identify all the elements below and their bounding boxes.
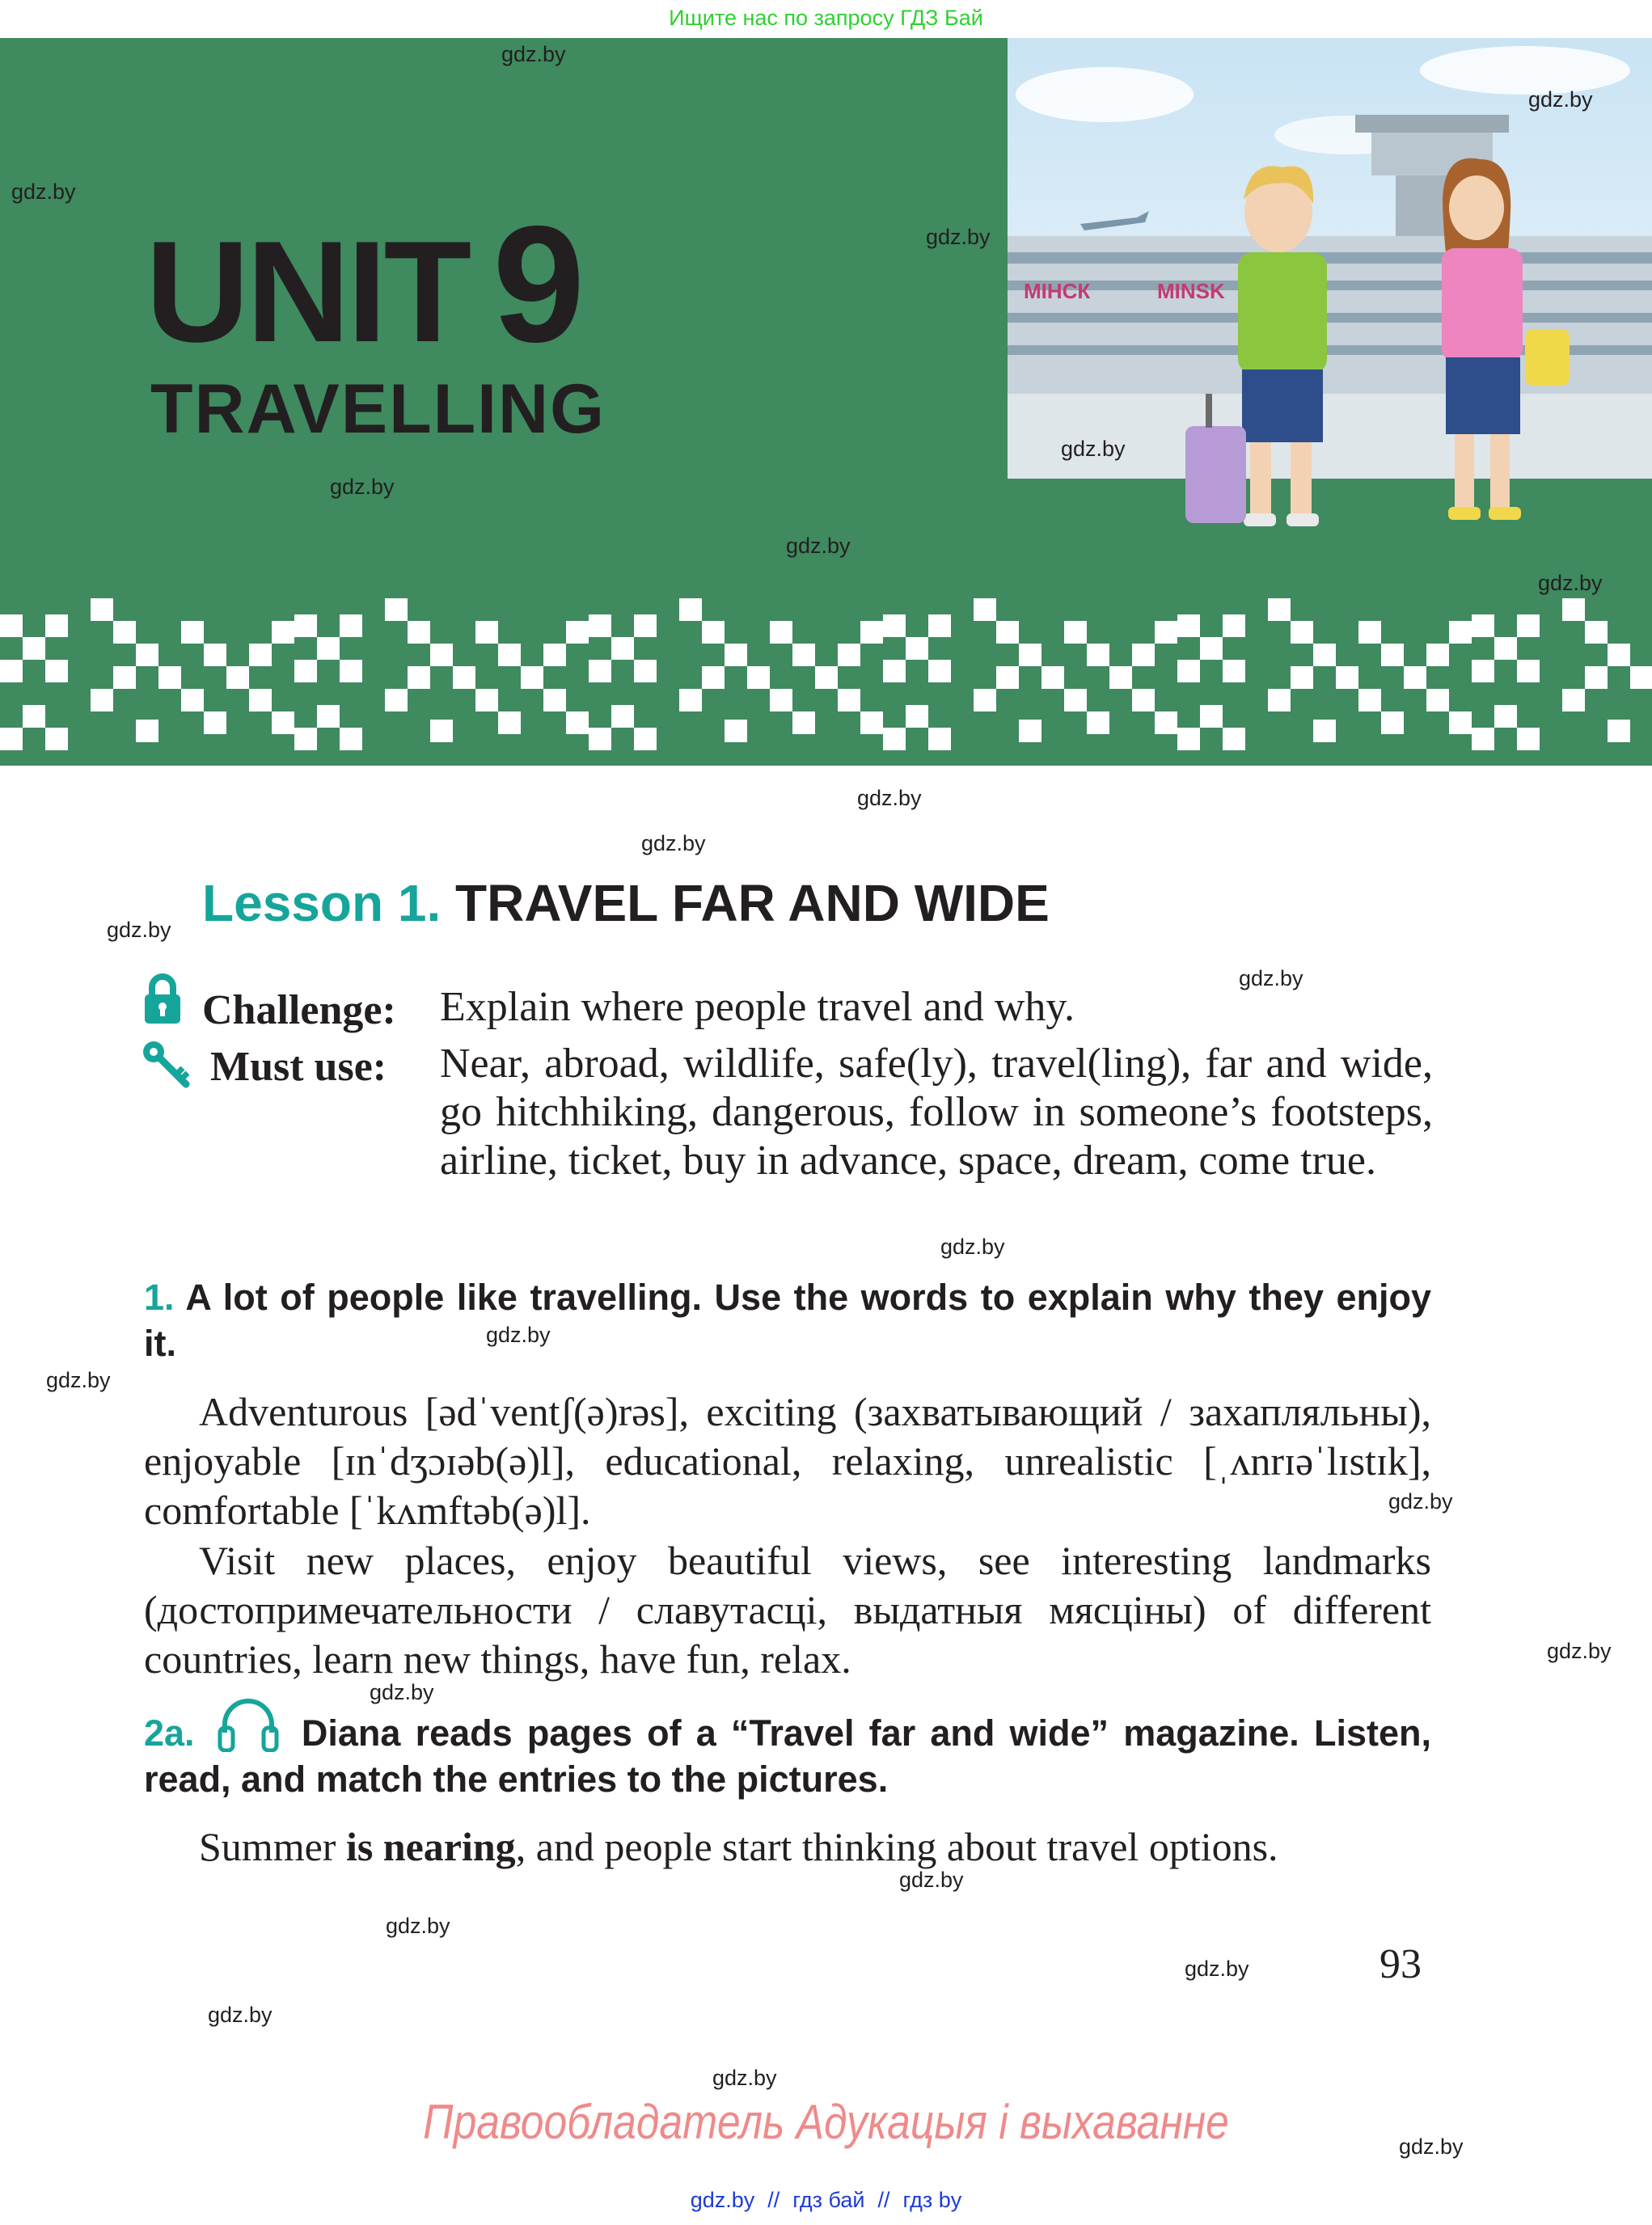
watermark: gdz.by — [1239, 966, 1303, 990]
must-use-text: Near, abroad, wildlife, safe(ly), travel(ling), far and wide, go hitchhiking, dangerous, follow in someone’s footsteps, airline, ticket, buy in advance, space, dream, come true. — [440, 1041, 1433, 1184]
watermark: gdz.by — [11, 179, 76, 204]
task-1-text: A lot of people like travelling. Use the words to explain why they enjoy it. — [144, 1277, 1431, 1364]
watermark: gdz.by — [712, 2066, 777, 2090]
watermark: gdz.by — [486, 1323, 551, 1347]
top-banner-text[interactable]: Ищите нас по запросу ГДЗ Бай — [669, 6, 983, 30]
watermark: gdz.by — [899, 1868, 964, 1892]
activities-paragraph: Visit new places, enjoy beautiful views, see interesting landmarks (достопримечательности / славутасці, выдатныя мясціны) of different countries, learn new things, have fun, relax. — [144, 1538, 1431, 1682]
unit-number: 9 — [492, 192, 582, 377]
summer-text-start: Summer — [199, 1824, 346, 1869]
watermark: gdz.by — [1547, 1639, 1612, 1663]
watermark: gdz.by — [370, 1680, 434, 1704]
watermark: gdz.by — [386, 1914, 450, 1938]
watermark: gdz.by — [786, 534, 851, 558]
watermark: gdz.by — [1399, 2134, 1464, 2159]
watermark: gdz.by — [1528, 87, 1593, 112]
minsk-sign-right: MINSK — [1157, 279, 1225, 303]
must-use-label: Must use: — [210, 1044, 387, 1090]
adjectives-paragraph: Adventurous [ədˈventʃ(ə)rəs], exciting (захватывающий / захапляльны), enjoyable [ɪnˈdʒɔɪəb(ə)l], educational, relaxing, unrealistic [ˌʌnrɪəˈlɪstɪk], comfortable [ˈkʌmftəb(ə)l]. — [144, 1389, 1431, 1533]
footer-separator: // — [877, 2188, 890, 2212]
watermark: gdz.by — [330, 475, 395, 499]
task-1 — [144, 1274, 1431, 1366]
watermark: gdz.by — [926, 225, 991, 249]
summer-paragraph — [144, 1822, 1431, 1872]
footer-link-gdz-bai[interactable]: гдз бай — [792, 2188, 865, 2212]
unit-banner — [0, 38, 1652, 766]
lesson-heading — [202, 873, 1050, 933]
watermark: gdz.by — [1185, 1957, 1249, 1981]
summer-text-bold: is nearing — [345, 1824, 516, 1869]
summer-text-end: , and people start thinking about travel options. — [515, 1824, 1278, 1869]
watermark: gdz.by — [641, 831, 706, 855]
minsk-sign-left: МІНСК — [1024, 279, 1091, 303]
unit-label: UNIT — [146, 211, 469, 372]
watermark: gdz.by — [107, 918, 171, 942]
challenge-label: Challenge: — [202, 987, 396, 1033]
watermark: gdz.by — [857, 786, 922, 810]
task-1-number: 1. — [144, 1277, 175, 1318]
watermark: gdz.by — [1538, 571, 1603, 595]
task-2a-number: 2a. — [144, 1712, 195, 1754]
challenge-text: Explain where people travel and why. — [440, 984, 1075, 1030]
lesson-number: Lesson 1. — [202, 874, 442, 932]
ornament-border — [0, 598, 1652, 766]
watermark: gdz.by — [1388, 1489, 1453, 1514]
unit-title — [146, 192, 582, 377]
lock-icon — [142, 973, 183, 1026]
watermark: gdz.by — [1061, 437, 1126, 461]
page-number: 93 — [1379, 1941, 1422, 1987]
footer-link-gdz[interactable]: gdz.by — [690, 2188, 755, 2212]
airport-illustration — [1008, 38, 1652, 555]
footer-separator: // — [767, 2188, 780, 2212]
task-2a — [144, 1710, 1431, 1802]
watermark: gdz.by — [208, 2003, 273, 2027]
footer-links — [0, 2188, 1652, 2213]
watermark: gdz.by — [940, 1235, 1005, 1259]
copyright-notice: Правообладатель Адукацыя і выхаванне — [423, 2095, 1229, 2149]
footer-link-gdz-by[interactable]: гдз by — [902, 2188, 962, 2212]
key-icon — [141, 1039, 191, 1089]
watermark: gdz.by — [501, 42, 566, 66]
lesson-name: TRAVEL FAR AND WIDE — [455, 874, 1050, 932]
unit-subtitle: TRAVELLING — [150, 370, 606, 448]
task-2a-text: Diana reads pages of a “Travel far and wide” magazine. Listen, read, and match the entries to the pictures. — [144, 1712, 1431, 1800]
watermark: gdz.by — [46, 1368, 111, 1392]
